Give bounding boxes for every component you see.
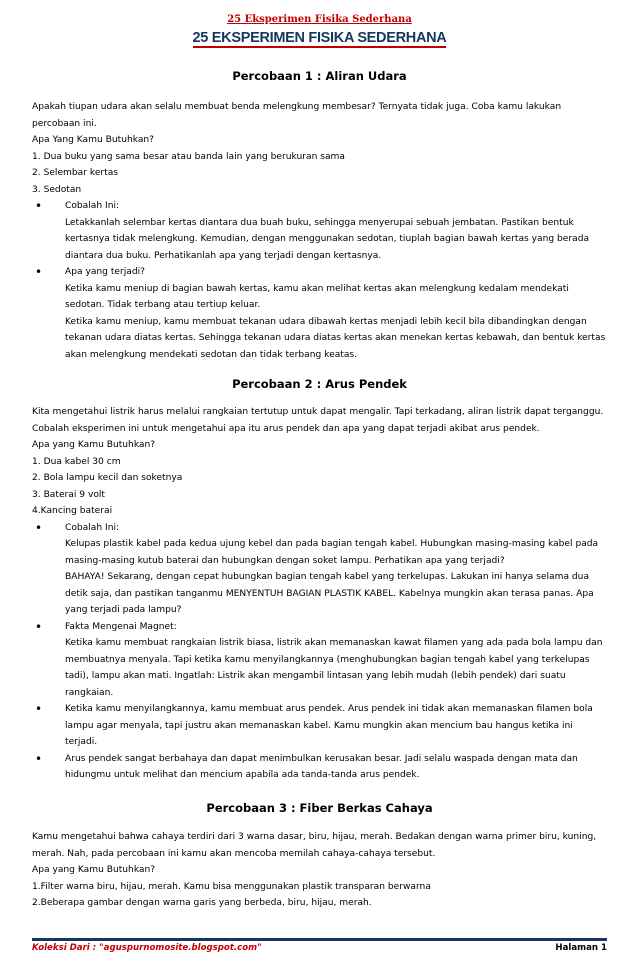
text-line: hidungmu untuk melihat dan mencium apabila ada tanda-tanda arus pendek. (65, 770, 420, 780)
section-2-body (32, 404, 607, 784)
text-line: • Arus pendek sangat berbahaya dan dapat menimbulkan kerusakan besar. Jadi selalu waspada dengan mata dan (65, 753, 578, 764)
text-line: terjadi. (65, 737, 98, 747)
list-item: 2. Bola lampu kecil dan soketnya (32, 473, 183, 483)
section-3-body (32, 829, 607, 912)
list-item: 3. Sedotan (32, 184, 82, 195)
text-line: masing-masing kutub baterai dan hubungkan dengan soket lampu. Perhatikan apa yang terjadi? (65, 555, 505, 566)
section-1-body (32, 99, 607, 363)
text-line: • Ketika kamu menyilangkannya, kamu membuat arus pendek. Arus pendek ini tidak akan memanaskan filamen bola (65, 704, 593, 714)
text-line: Ketika kamu membuat rangkaian listrik biasa, listrik akan memanaskan kawat filamen yang ada pada bola lampu dan (65, 638, 603, 648)
paragraph-line: Apakah tiupan udara akan selalu membuat benda melengkung membesar? Ternyata tidak juga. Coba kamu lakukan (32, 102, 562, 112)
section-3-title: Percobaan 3 : Fiber Berkas Cahaya (206, 801, 433, 815)
list-item: 3. Baterai 9 volt (32, 489, 105, 500)
text-line: akan melengkung mendekati sedotan dan tidak terbang keatas. (65, 349, 358, 360)
paragraph-line: Apa yang Kamu Butuhkan? (32, 440, 156, 450)
list-item: 2. Selembar kertas (32, 168, 119, 178)
list-item: 2.Beberapa gambar dengan warna garis yang berbeda, biru, hijau, merah. (32, 898, 372, 908)
list-item: 1. Dua buku yang sama besar atau banda lain yang berukuran sama (32, 151, 345, 162)
paragraph-line: Kita mengetahui listrik harus melalui rangkaian tertutup untuk dapat mengalir. Tapi terkadang, aliran listrik dapat terganggu. (32, 407, 604, 417)
bullet-item (32, 619, 607, 702)
footer (32, 943, 607, 953)
bullet-item (32, 751, 607, 784)
footer-divider (32, 938, 607, 941)
text-line: Letakkanlah selembar kertas diantara dua buah buku, sehingga menyerupai sebuah jembatan. Pastikan bentuk (65, 217, 574, 228)
text-line: • Cobalah Ini: (65, 201, 120, 211)
text-line: • Cobalah Ini: (65, 522, 120, 533)
paragraph-line: Apa Yang Kamu Butuhkan? (32, 135, 155, 145)
text-line: rangkaian. (65, 687, 114, 698)
bullet-item (32, 520, 607, 619)
text-line: Kelupas plastik kabel pada kedua ujung kebel dan pada bagian tengah kabel. Hubungkan masing-masing kabel pada (65, 539, 599, 549)
text-line: diantara dua buku. Perhatikanlah apa yang terjadi dengan kertasnya. (65, 250, 382, 261)
bullet-item (32, 198, 607, 264)
text-line: kertasnya tidak melengkung. Kemudian, dengan menggunakan sedotan, tiuplah bagian bawah kertas yang berada (65, 234, 590, 244)
paragraph-line: Kamu mengetahui bahwa cahaya terdiri dari 3 warna dasar, biru, hijau, merah. Bedakan dengan warna primer biru, kuning, (32, 832, 597, 842)
list-item: 4.Kancing baterai (32, 506, 113, 516)
paragraph-line: Apa yang Kamu Butuhkan? (32, 865, 156, 875)
header-small-title: 25 Eksperimen Fisika Sederhana (227, 14, 412, 25)
bullet-item (32, 264, 607, 363)
footer-source: Koleksi Dari : "aguspurnomosite.blogspot.com" (32, 943, 262, 953)
text-line: lampu agar menyala, tapi justru akan memanaskan kabel. Kamu mungkin akan mencium bau hangus ketika ini (65, 720, 573, 731)
text-line: tadi), lampu akan mati. Ingatlah: Listrik akan mengambil lintasan yang lebih mudah (lebih pendek) dari suatu (65, 671, 566, 681)
text-line: • Apa yang terjadi? (65, 267, 145, 277)
paragraph-line: percobaan ini. (32, 118, 97, 129)
header-main-title: 25 EKSPERIMEN FISIKA SEDERHANA (192, 30, 447, 46)
text-line: • Fakta Mengenai Magnet: (65, 621, 177, 632)
paragraph-line: merah. Nah, pada percobaan ini kamu akan mencoba memilah cahaya-cahaya tersebut. (32, 848, 436, 859)
text-line: Ketika kamu meniup, kamu membuat tekanan udara dibawah kertas menjadi lebih kecil bila dibandingkan dengan (65, 316, 587, 327)
text-line: sedotan. Tidak terbang atau tertiup keluar. (65, 300, 261, 310)
section-2-title: Percobaan 2 : Arus Pendek (232, 377, 407, 391)
text-line: membuatnya menyala. Tapi ketika kamu menyilangkannya (menghubungkan bagian tengah kabel yang terkelupas (65, 654, 590, 665)
page-number: Halaman 1 (555, 943, 607, 953)
text-line: yang terjadi pada lampu? (65, 605, 182, 615)
list-item: 1. Dua kabel 30 cm (32, 456, 121, 467)
text-line: detik saja, dan pastikan tanganmu MENYENTUH BAGIAN PLASTIK KABEL. Kabelnya mungkin akan terasa panas. Apa (65, 588, 594, 599)
text-line: tekanan udara diatas kertas. Sehingga tekanan udara diatas kertas akan menekan kertas kebawah, dan bentuk kertas (65, 333, 606, 343)
section-1-title: Percobaan 1 : Aliran Udara (232, 69, 407, 83)
list-item: 1.Filter warna biru, hijau, merah. Kamu bisa menggunakan plastik transparan berwarna (32, 881, 431, 892)
text-line: BAHAYA! Sekarang, dengan cepat hubungkan bagian tengah kabel yang terkelupas. Lakukan ini hanya selama dua (65, 572, 590, 582)
bullet-item (32, 701, 607, 751)
paragraph-line: Cobalah eksperimen ini untuk mengetahui apa itu arus pendek dan apa yang dapat terjadi akibat arus pendek. (32, 423, 540, 434)
text-line: Ketika kamu meniup di bagian bawah kertas, kamu akan melihat kertas akan melengkung kedalam mendekati (65, 283, 569, 294)
